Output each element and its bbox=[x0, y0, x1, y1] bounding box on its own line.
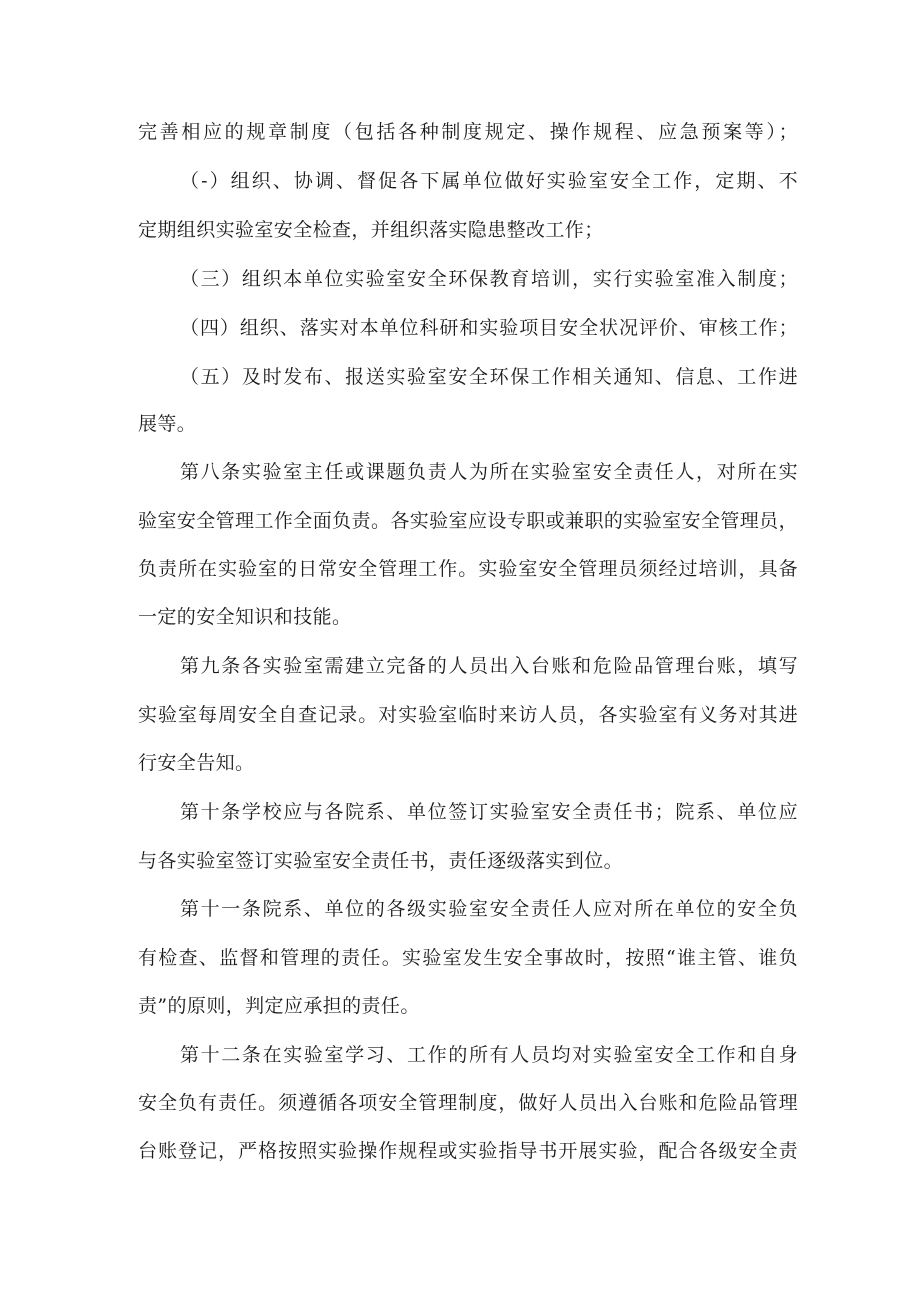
paragraph-line: 第十二条在实验室学习、工作的所有人员均对实验室安全工作和自身 bbox=[180, 1044, 798, 1066]
paragraph-line: （五）及时发布、报送实验室安全环保工作相关通知、信息、工作进 bbox=[180, 366, 798, 388]
paragraph-line: （三）组织本单位实验室安全环保教育培训，实行实验室准入制度； bbox=[180, 268, 798, 290]
paragraph-line: （四）组织、落实对本单位科研和实验项目安全状况评价、审核工作； bbox=[180, 317, 798, 339]
paragraph-line: 定期组织实验室安全检查，并组织落实隐患整改工作； bbox=[138, 219, 604, 241]
paragraph-line: （-）组织、协调、督促各下属单位做好实验室安全工作，定期、不 bbox=[180, 170, 798, 192]
paragraph-line: 验室安全管理工作全面负责。各实验室应设专职或兼职的实验室安全管理员， bbox=[138, 510, 798, 532]
paragraph-line: 第八条实验室主任或课题负责人为所在实验室安全责任人，对所在实 bbox=[180, 461, 798, 483]
paragraph-line: 有检查、监督和管理的责任。实验室发生安全事故时，按照“谁主管、谁负 bbox=[138, 947, 798, 969]
paragraph-line: 一定的安全知识和技能。 bbox=[138, 606, 352, 628]
paragraph-line: 台账登记，严格按照实验操作规程或实验指导书开展实验，配合各级安全责 bbox=[138, 1140, 798, 1162]
paragraph-line: 完善相应的规章制度（包括各种制度规定、操作规程、应急预案等）； bbox=[138, 121, 798, 143]
paragraph-line: 展等。 bbox=[138, 413, 197, 435]
paragraph-line: 负责所在实验室的日常安全管理工作。实验室安全管理员须经过培训，具备 bbox=[138, 558, 798, 580]
paragraph-line: 安全负有责任。须遵循各项安全管理制度，做好人员出入台账和危险品管理 bbox=[138, 1092, 798, 1114]
paragraph-line: 第九条各实验室需建立完备的人员出入台账和危险品管理台账，填写 bbox=[180, 655, 798, 677]
paragraph-line: 责”的原则，判定应承担的责任。 bbox=[138, 995, 420, 1017]
paragraph-line: 第十条学校应与各院系、单位签订实验室安全责任书；院系、单位应 bbox=[180, 801, 798, 823]
paragraph-line: 与各实验室签订实验室安全责任书，责任逐级落实到位。 bbox=[138, 850, 624, 872]
paragraph-line: 第十一条院系、单位的各级实验室安全责任人应对所在单位的安全负 bbox=[180, 898, 798, 920]
paragraph-line: 行安全告知。 bbox=[138, 752, 255, 774]
paragraph-line: 实验室每周安全自查记录。对实验室临时来访人员，各实验室有义务对其进 bbox=[138, 704, 798, 726]
